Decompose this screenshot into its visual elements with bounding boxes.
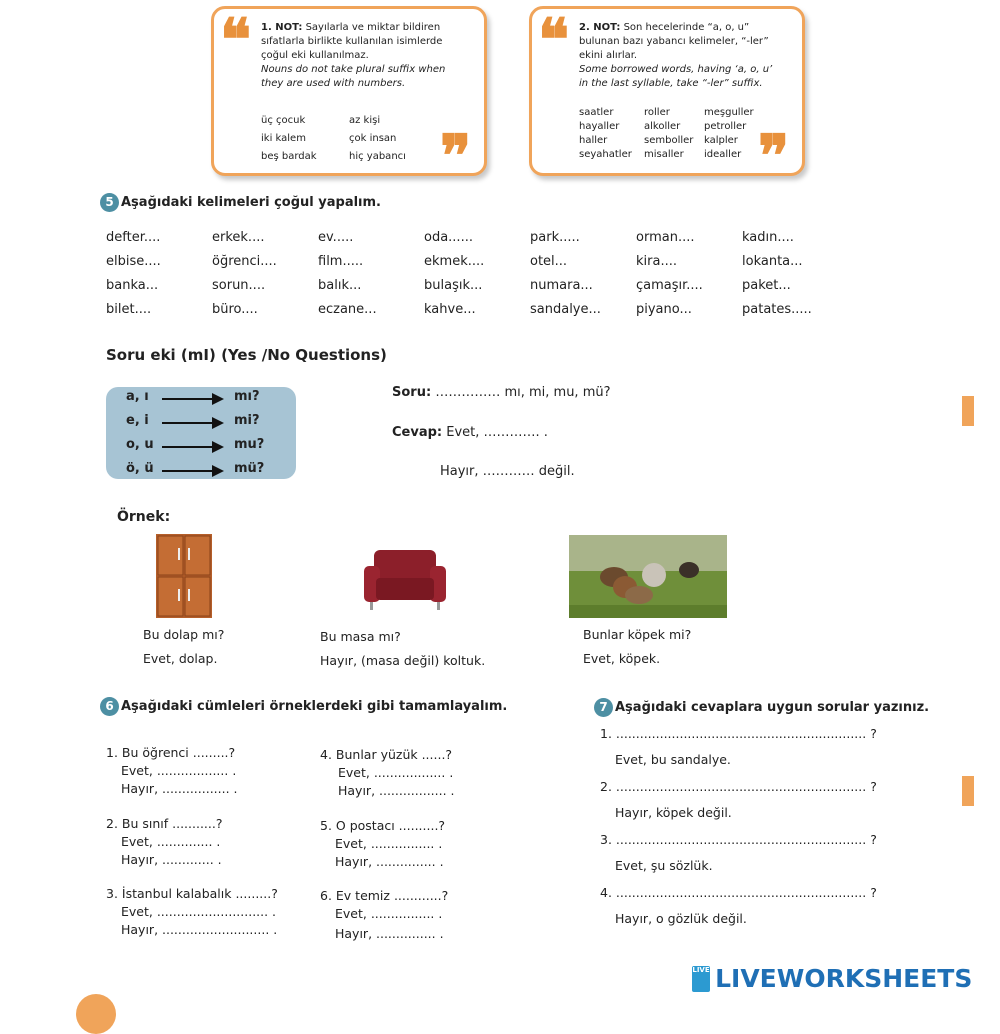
arrow-right-icon (162, 446, 222, 448)
plural-word-blank[interactable]: defter.... (106, 230, 161, 245)
plural-word-blank[interactable]: oda...... (424, 230, 473, 245)
note2-ex: meşguller (704, 107, 754, 118)
plural-word-blank[interactable]: erkek.... (212, 230, 265, 245)
note1-ex: hiç yabancı (349, 151, 406, 162)
ex6-evet[interactable]: Evet, .................. . (121, 763, 237, 778)
rule-vowels: o, u (126, 437, 154, 452)
plural-word-blank[interactable]: banka... (106, 278, 159, 293)
logo-text: LIVEWORKSHEETS (715, 964, 973, 993)
ex6-question: 6. Ev temiz ............? (320, 888, 449, 903)
arrow-right-icon (162, 398, 222, 400)
ornek-answer: Evet, dolap. (143, 651, 218, 666)
note2-english: Some borrowed words, having ‘a, o, u’ in the last syllable, take “-ler” suffix. (579, 64, 773, 89)
plural-word-blank[interactable]: otel... (530, 254, 568, 269)
note2-ex: kalpler (704, 135, 738, 146)
ex7-question-line[interactable]: 3. ............................................................... ? (600, 832, 877, 847)
rule-suffix: mü? (234, 461, 265, 476)
note1-ex: iki kalem (261, 133, 306, 144)
rule-suffix: mu? (234, 437, 265, 452)
cevap-line: Cevap: Evet, …………. . (392, 425, 548, 440)
note2-text (579, 21, 779, 63)
rule-suffix: mı? (234, 389, 260, 404)
ex6-evet[interactable]: Evet, ................ . (335, 836, 443, 851)
rule-suffix: mi? (234, 413, 260, 428)
dogs-photo (569, 535, 727, 618)
ex6-question: 1. Bu öğrenci .........? (106, 745, 236, 760)
close-quote-icon: ❞ (440, 122, 472, 190)
soru-heading: Soru eki (mI) (Yes /No Questions) (106, 346, 387, 364)
exercise6-title: 6 Aşağıdaki cümleleri örneklerdeki gibi tamamlayalım. (100, 697, 507, 716)
plural-word-blank[interactable]: balık... (318, 278, 362, 293)
note1-ex: üç çocuk (261, 115, 306, 126)
note2-heading: 2. NOT: (579, 22, 621, 33)
plural-word-blank[interactable]: çamaşır.... (636, 278, 703, 293)
plural-word-blank[interactable]: bilet.... (106, 302, 152, 317)
plural-word-blank[interactable]: büro.... (212, 302, 258, 317)
exercise6-number: 6 (100, 697, 119, 716)
page-corner-circle (76, 994, 116, 1034)
plural-word-blank[interactable]: sorun.... (212, 278, 266, 293)
open-quote-icon: ❝ (220, 6, 252, 74)
ex6-question: 2. Bu sınıf ...........? (106, 816, 223, 831)
ornek-question: Bu dolap mı? (143, 627, 225, 642)
exercise5-title: 5 Aşağıdaki kelimeleri çoğul yapalım. (100, 193, 381, 212)
plural-word-blank[interactable]: paket... (742, 278, 791, 293)
ex7-answer: Hayır, köpek değil. (615, 805, 732, 820)
rule-vowels: ö, ü (126, 461, 154, 476)
ex7-question-line[interactable]: 1. ............................................................... ? (600, 726, 877, 741)
ex6-hayir[interactable]: Hayır, ................. . (338, 783, 455, 798)
note2-body: Son hecelerinde “a, o, u” bulunan bazı yabancı kelimeler, “-ler” ekini alırlar. (579, 22, 769, 61)
note2-ex: petroller (704, 121, 747, 132)
question-suffix-box (106, 387, 296, 479)
rule-vowels: a, ı (126, 389, 149, 404)
note2-ex: roller (644, 107, 670, 118)
plural-word-blank[interactable]: ekmek.... (424, 254, 485, 269)
plural-word-blank[interactable]: lokanta... (742, 254, 803, 269)
rule-vowels: e, i (126, 413, 149, 428)
note1-body: Sayılarla ve miktar bildiren sıfatlarla birlikte kullanılan isimlerde çoğul eki kullanılmaz. (261, 22, 443, 61)
ex7-question-line[interactable]: 2. ............................................................... ? (600, 779, 877, 794)
note2-ex: misaller (644, 149, 684, 160)
note2-ex: hayaller (579, 121, 620, 132)
note2-ex: semboller (644, 135, 694, 146)
ex7-answer: Hayır, o gözlük değil. (615, 911, 747, 926)
ornek-question: Bunlar köpek mi? (583, 627, 692, 642)
ornek-answer: Evet, köpek. (583, 651, 661, 666)
ex6-evet[interactable]: Evet, ................ . (335, 906, 443, 921)
hayir-line: Hayır, ………… değil. (440, 464, 575, 479)
ornek-heading: Örnek: (117, 509, 171, 525)
note2-ex: alkoller (644, 121, 681, 132)
exercise7-title: 7 Aşağıdaki cevaplara uygun sorular yazınız. (594, 698, 929, 717)
ornek-answer: Hayır, (masa değil) koltuk. (320, 653, 486, 668)
plural-word-blank[interactable]: kahve... (424, 302, 476, 317)
ex6-hayir[interactable]: Hayır, ............... . (335, 854, 444, 869)
note-box-2 (529, 6, 805, 190)
ex6-hayir[interactable]: Hayır, ........................... . (121, 922, 278, 937)
ex6-evet[interactable]: Evet, .................. . (338, 765, 454, 780)
cabinet-image (156, 534, 212, 618)
plural-word-blank[interactable]: piyano... (636, 302, 692, 317)
ex6-evet[interactable]: Evet, ............................ . (121, 904, 277, 919)
liveworksheets-logo[interactable] (692, 964, 972, 992)
ex6-hayir[interactable]: Hayır, ............... . (335, 926, 444, 941)
plural-word-blank[interactable]: kira.... (636, 254, 677, 269)
plural-word-blank[interactable]: orman.... (636, 230, 695, 245)
ex6-question: 3. İstanbul kalabalık .........? (106, 886, 278, 901)
note1-ex: çok insan (349, 133, 397, 144)
exercise5-number: 5 (100, 193, 119, 212)
note2-ex: seyahatler (579, 149, 632, 160)
ex6-question: 5. O postacı ..........? (320, 818, 446, 833)
note1-heading: 1. NOT: (261, 22, 303, 33)
ornek-question: Bu masa mı? (320, 629, 401, 644)
note2-ex: idealler (704, 149, 742, 160)
note2-ex: saatler (579, 107, 614, 118)
plural-word-blank[interactable]: öğrenci.... (212, 254, 277, 269)
plural-word-blank[interactable]: numara... (530, 278, 593, 293)
ex7-question-line[interactable]: 4. ............................................................... ? (600, 885, 877, 900)
page-tab-marker (962, 776, 974, 806)
note1-english: Nouns do not take plural suffix when they are used with numbers. (261, 64, 446, 89)
ex6-evet[interactable]: Evet, .............. . (121, 834, 221, 849)
ex6-hayir[interactable]: Hayır, ............. . (121, 852, 222, 867)
plural-word-blank[interactable]: elbise.... (106, 254, 161, 269)
ex6-hayir[interactable]: Hayır, ................. . (121, 781, 238, 796)
plural-word-blank[interactable]: bulaşık... (424, 278, 483, 293)
armchair-image (364, 548, 446, 612)
plural-word-blank[interactable]: patates..... (742, 302, 812, 317)
plural-word-blank[interactable]: kadın.... (742, 230, 794, 245)
plural-word-blank[interactable]: ev..... (318, 230, 354, 245)
ex7-answer: Evet, şu sözlük. (615, 858, 713, 873)
note2-ex: haller (579, 135, 608, 146)
plural-word-blank[interactable]: park..... (530, 230, 580, 245)
page-tab-marker (962, 396, 974, 426)
close-quote-icon: ❞ (758, 122, 790, 190)
soru-line: Soru: …………… mı, mi, mu, mü? (392, 385, 611, 400)
note1-text (261, 21, 461, 63)
plural-word-blank[interactable]: film..... (318, 254, 364, 269)
note1-ex: beş bardak (261, 151, 317, 162)
arrow-right-icon (162, 470, 222, 472)
ex6-question: 4. Bunlar yüzük ......? (320, 747, 453, 762)
plural-word-blank[interactable]: eczane... (318, 302, 377, 317)
arrow-right-icon (162, 422, 222, 424)
plural-word-blank[interactable]: sandalye... (530, 302, 601, 317)
ex7-answer: Evet, bu sandalye. (615, 752, 731, 767)
logo-badge: LIVE (692, 966, 710, 992)
note-box-1 (211, 6, 487, 190)
exercise7-number: 7 (594, 698, 613, 717)
open-quote-icon: ❝ (538, 6, 570, 74)
note1-ex: az kişi (349, 115, 381, 126)
